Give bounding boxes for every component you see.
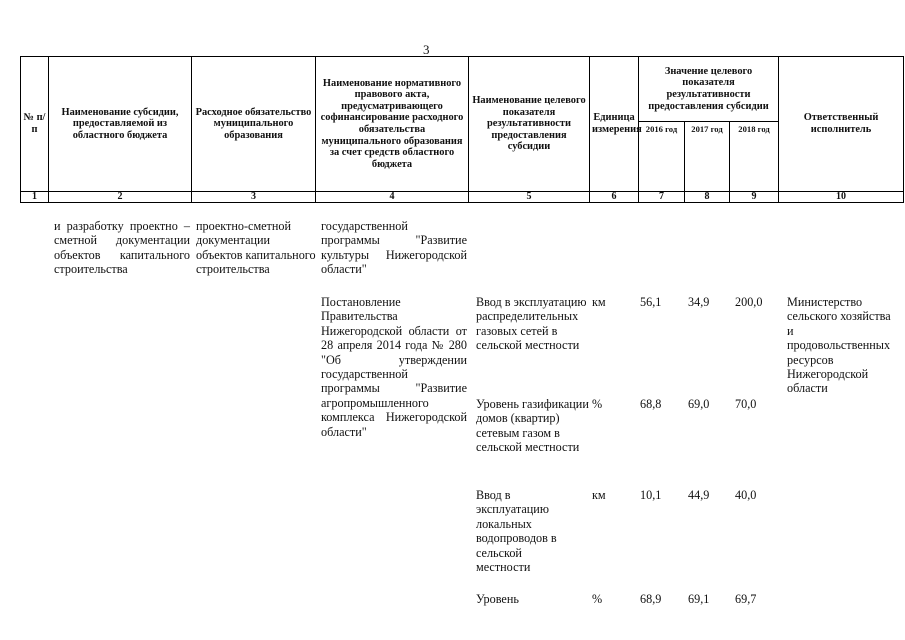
header-col-number: № п/п [21,57,49,192]
indicator-value-2017: 69,1 [688,592,710,606]
column-number-6: 6 [590,192,639,203]
header-col-act: Наименование нормативного правового акта, предусматривающего софинансирование расходного обязательства муниципального образования за счет средств областного бюджета [316,57,469,192]
indicator-unit: % [592,592,603,606]
column-number-7: 7 [639,192,685,203]
obligation-continuation: проектно-сметной документации объектов капитального строительства [196,219,316,277]
responsible-executor: Министерство сельского хозяйства и продовольственных ресурсов Нижегородской области [787,295,891,396]
column-number-3: 3 [192,192,316,203]
indicator-unit: % [592,397,603,411]
indicator-value-2017: 34,9 [688,295,710,309]
page-number: 3 [423,42,430,57]
header-col-values: Значение целевого показателя результативности предоставления субсидии [639,57,779,122]
header-table [20,56,904,203]
column-number-5: 5 [469,192,590,203]
column-number-4: 4 [316,192,469,203]
header-col-subsidy: Наименование субсидии, предоставляемой из областного бюджета [49,57,192,192]
indicator-value-2016: 68,8 [640,397,662,411]
column-number-10: 10 [779,192,904,203]
column-number-1: 1 [21,192,49,203]
indicator-value-2018: 200,0 [735,295,763,309]
column-number-9: 9 [730,192,779,203]
indicator-name: Ввод в эксплуатацию распределительных газовых сетей в сельской местности [476,295,587,353]
header-col-unit: Единица измерения [590,57,639,192]
indicator-value-2017: 69,0 [688,397,710,411]
act-continuation: государственной программы "Развитие культуры Нижегородской области" [321,219,467,277]
table-header [20,56,903,203]
program-act: Постановление Правительства Нижегородской области от 28 апреля 2014 года № 280 "Об утверждении государственной программы "Развитие агропромышленного комплекса Нижегородской области" [321,295,467,439]
indicator-value-2016: 68,9 [640,592,662,606]
indicator-unit: км [592,295,606,309]
header-col-indicator: Наименование целевого показателя результативности предоставления субсидии [469,57,590,192]
header-year-2018: 2018 год [730,122,779,192]
subsidy-name-continuation: и разработку проектно – сметной документации объектов капитального строительства [54,219,190,277]
indicator-value-2018: 40,0 [735,488,757,502]
indicator-unit: км [592,488,606,502]
indicator-value-2016: 56,1 [640,295,662,309]
header-year-2016: 2016 год [639,122,685,192]
indicator-value-2018: 69,7 [735,592,757,606]
indicator-value-2017: 44,9 [688,488,710,502]
indicator-name: Ввод в эксплуатацию локальных водопроводов в сельской местности [476,488,557,575]
indicator-value-2018: 70,0 [735,397,757,411]
indicator-name: Уровень газификации домов (квартир) сетевым газом в сельской местности [476,397,589,455]
column-number-2: 2 [49,192,192,203]
indicator-value-2016: 10,1 [640,488,662,502]
header-col-executor: Ответственный исполнитель [779,57,904,192]
indicator-name: Уровень [476,592,519,606]
header-year-2017: 2017 год [685,122,730,192]
header-col-obligation: Расходное обязательство муниципального образования [192,57,316,192]
column-number-8: 8 [685,192,730,203]
